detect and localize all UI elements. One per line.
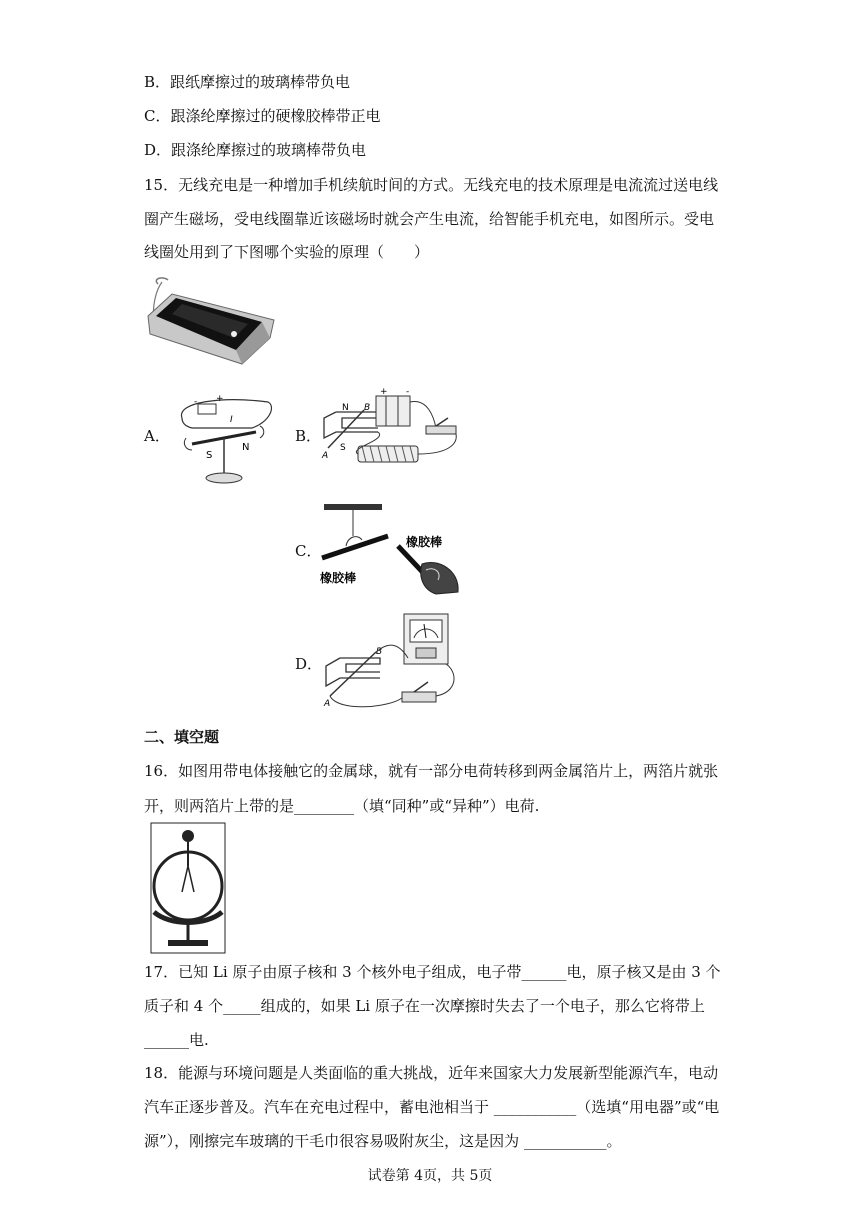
a-plus-label: + <box>216 394 224 404</box>
b-plus-label: + <box>380 388 388 397</box>
section-title: 二、填空题 <box>144 728 220 746</box>
q15-option-c: C． <box>295 542 322 560</box>
rubber-rod-figure <box>318 500 466 598</box>
q17-line-2: 质子和 4 个_____组成的，如果 Li 原子在一次摩擦时失去了一个电子，那么它将带上 <box>144 997 705 1015</box>
b-b-label: B <box>364 403 371 413</box>
q16-line-2: 开，则两箔片上带的是________（填“同种”或“异种”）电荷. <box>144 797 540 815</box>
q17-line-3: ______电. <box>144 1031 209 1049</box>
c-rod-label-bottom: 橡胶棒 <box>320 571 357 585</box>
oersted-experiment-figure <box>172 392 274 488</box>
q15-option-a: A． <box>144 427 170 445</box>
q15-option-d: D． <box>295 655 323 673</box>
electromagnetic-induction-figure <box>318 612 466 716</box>
q18-line-2: 汽车正逐步普及。汽车在充电过程中，蓄电池相当于 ___________（选填“用电器”或“电 <box>144 1098 720 1116</box>
b-n-label: N <box>342 403 349 413</box>
q18-line-1: 18．能源与环境问题是人类面临的重大挑战，近年来国家大力发展新型能源汽车，电动 <box>144 1064 719 1082</box>
q18-line-3: 源”），刚擦完车玻璃的干毛巾很容易吸附灰尘，这是因为 ___________。 <box>144 1132 622 1150</box>
a-n-label: N <box>242 442 250 453</box>
option-d-prev: D．跟涤纶摩擦过的玻璃棒带负电 <box>144 141 367 159</box>
page-footer: 试卷第 4页，共 5页 <box>367 1168 493 1184</box>
a-minus-label: - <box>194 397 198 407</box>
motor-principle-figure <box>318 388 466 480</box>
q15-line-2: 圈产生磁场，受电线圈靠近该磁场时就会产生电流，给智能手机充电，如图所示。受电 <box>144 210 715 228</box>
d-a-label: A <box>324 699 331 709</box>
q15-line-1: 15．无线充电是一种增加手机续航时间的方式。无线充电的技术原理是电流流过送电线 <box>144 176 719 194</box>
q15-line-3: 线圈处用到了下图哪个实验的原理（ ） <box>144 243 430 261</box>
q17-line-1: 17．已知 Li 原子由原子核和 3 个核外电子组成，电子带______电，原子核又是由 3 个 <box>144 963 721 981</box>
electroscope-figure <box>150 822 226 954</box>
d-b-label: B <box>376 647 383 657</box>
q16-line-1: 16．如图用带电体接触它的金属球，就有一部分电荷转移到两金属箔片上，两箔片就张 <box>144 762 719 780</box>
b-a-label: A <box>322 451 329 461</box>
a-s-label: S <box>206 450 213 461</box>
b-minus-label: - <box>406 388 410 397</box>
option-b-prev: B．跟纸摩擦过的玻璃棒带负电 <box>144 73 351 91</box>
b-s-label: S <box>340 443 346 453</box>
phone-charging-figure <box>142 276 278 368</box>
option-c-prev: C．跟涤纶摩擦过的硬橡胶棒带正电 <box>144 107 381 125</box>
a-current-label: I <box>230 415 233 425</box>
q15-option-b: B． <box>295 427 322 445</box>
c-rod-label-top: 橡胶棒 <box>406 535 443 549</box>
